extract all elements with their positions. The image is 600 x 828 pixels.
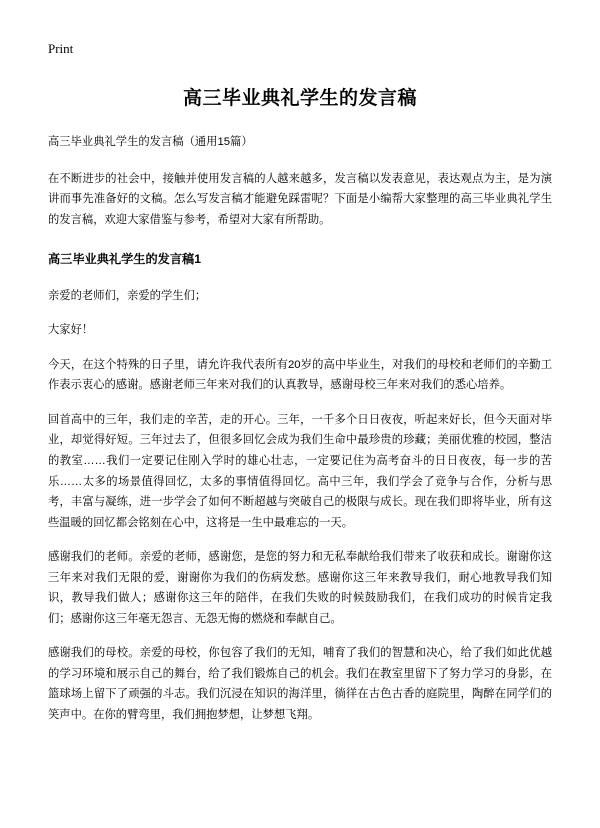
paragraph: 感谢我们的老师。亲爱的老师，感谢您，是您的努力和无私奉献给我们带来了收获和成长。谢谢你这三年来对我们无限的爱，谢谢你为我们的伤病发愁。感谢你这三年来教导我们，耐心地教导我们知识，教导我们做人；感谢你这三年的陪伴，在我们失败的时候鼓励我们，在我们成功的时候肯定我们；感谢你这三年毫无怨言、无怨无悔的燃烧和奉献自己。 (48, 551, 552, 625)
section-heading: 高三毕业典礼学生的发言稿1 (48, 252, 202, 267)
document-intro: 在不断进步的社会中，接触并使用发言稿的人越来越多，发言稿以发表意见，表达观点为主，是为演讲而事先准备好的文稿。怎么写发言稿才能避免踩雷呢？下面是小编帮大家整理的高三毕业典礼学生的发言稿，欢迎大家借鉴与参考，希望对大家有所帮助。 (48, 172, 552, 226)
page-title: 高三毕业典礼学生的发言稿 (182, 88, 417, 109)
paragraph: 回首高中的三年，我们走的辛苦，走的开心。三年，一千多个日日夜夜，听起来好长，但今天面对毕业，却觉得好短。三年过去了，但很多回忆会成为我们生命中最珍贵的珍藏；美丽优雅的校园，整洁的教室……我们一定要记住刚入学时的雄心壮志，一定要记住为高考奋斗的日日夜夜，每一步的苦乐……太多的场景值得回忆，太多的事情值得回忆。高中三年，我们学会了竞争与合作，分析与思考，丰富与凝练，进一步学会了如何不断超越与突破自己的极限与成长。现在我们即将毕业，所有这些温暖的回忆都会铭刻在心中，这将是一生中最难忘的一天。 (48, 413, 552, 529)
paragraph: 感谢我们的母校。亲爱的母校，你包容了我们的无知，哺育了我们的智慧和决心，给了我们如此优越的学习环境和展示自己的舞台，给了我们锻炼自己的机会。我们在教室里留下了努力学习的身影，在篮球场上留下了顽强的斗志。我们沉浸在知识的海洋里，徜徉在古色古香的庭院里，陶醉在同学们的笑声中。在你的臂弯里，我们拥抱梦想，让梦想飞翔。 (48, 647, 552, 721)
document-subtitle: 高三毕业典礼学生的发言稿（通用15篇） (48, 136, 253, 148)
paragraph: 亲爱的老师们，亲爱的学生们； (48, 289, 207, 302)
print-link[interactable]: Print (48, 41, 74, 56)
paragraph: 今天，在这个特殊的日子里，请允许我代表所有20岁的高中毕业生，对我们的母校和老师们的辛勤工作表示衷心的感谢。感谢老师三年来对我们的认真教导，感谢母校三年来对我们的悉心培养。 (48, 358, 552, 392)
paragraph: 大家好！ (48, 324, 94, 337)
